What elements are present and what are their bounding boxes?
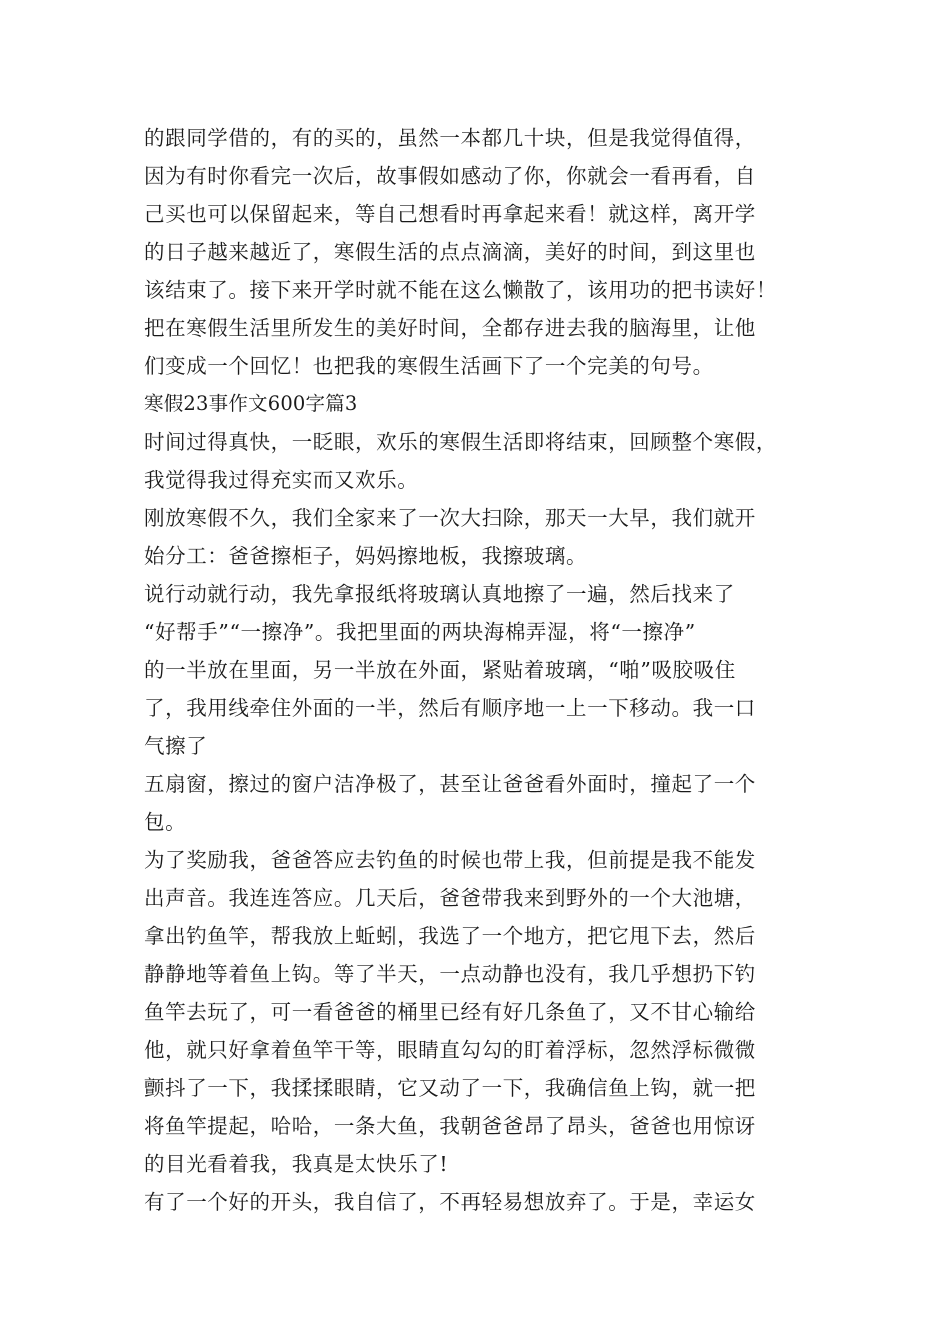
text-line: 拿出钓鱼竿，帮我放上蚯蚓，我选了一个地方，把它甩下去，然后 [144, 924, 756, 948]
text-line: 将鱼竿提起，哈哈，一条大鱼，我朝爸爸昂了昂头，爸爸也用惊讶 [144, 1114, 756, 1138]
text-line: 把在寒假生活里所发生的美好时间，全都存进去我的脑海里，让他 [144, 316, 756, 340]
text-line: 的跟同学借的，有的买的，虽然一本都几十块，但是我觉得值得， [144, 126, 756, 150]
text-line: 他，就只好拿着鱼竿干等，眼睛直勾勾的盯着浮标，忽然浮标微微 [144, 1038, 756, 1062]
text-line: 有了一个好的开头，我自信了，不再轻易想放弃了。于是，幸运女 [144, 1190, 756, 1214]
text-line: 刚放寒假不久，我们全家来了一次大扫除，那天一大早，我们就开 [144, 506, 756, 530]
text-line: 时间过得真快，一眨眼，欢乐的寒假生活即将结束，回顾整个寒假， [144, 430, 777, 454]
text-line: 五扇窗，擦过的窗户洁净极了，甚至让爸爸看外面时，撞起了一个 [144, 772, 756, 796]
text-line: 气擦了 [144, 734, 208, 758]
text-line: 我觉得我过得充实而又欢乐。 [144, 468, 419, 492]
text-line: 包。 [144, 810, 187, 834]
text-line: 该结束了。接下来开学时就不能在这么懒散了，该用功的把书读好！ [144, 278, 777, 302]
text-line: 的日子越来越近了，寒假生活的点点滴滴，美好的时间，到这里也 [144, 240, 756, 264]
document-body [144, 119, 844, 1221]
text-line: 出声音。我连连答应。几天后，爸爸带我来到野外的一个大池塘， [144, 886, 756, 910]
text-line: 静静地等着鱼上钩。等了半天，一点动静也没有，我几乎想扔下钓 [144, 962, 756, 986]
text-line: “好帮手”“一擦净”。我把里面的两块海棉弄湿，将“一擦净” [144, 620, 696, 644]
text-line: 说行动就行动，我先拿报纸将玻璃认真地擦了一遍，然后找来了 [144, 582, 735, 606]
text-line: 为了奖励我，爸爸答应去钓鱼的时候也带上我，但前提是我不能发 [144, 848, 756, 872]
text-line: 始分工：爸爸擦柜子，妈妈擦地板，我擦玻璃。 [144, 544, 588, 568]
text-line: 了，我用线牵住外面的一半，然后有顺序地一上一下移动。我一口 [144, 696, 756, 720]
section-heading: 寒假23事作文600字篇3 [144, 392, 358, 415]
text-line: 们变成一个回忆！也把我的寒假生活画下了一个完美的句号。 [144, 354, 714, 378]
text-line: 己买也可以保留起来，等自己想看时再拿起来看！就这样，离开学 [144, 202, 756, 226]
text-line: 颤抖了一下，我揉揉眼睛，它又动了一下，我确信鱼上钩，就一把 [144, 1076, 756, 1100]
text-line: 鱼竿去玩了，可一看爸爸的桶里已经有好几条鱼了，又不甘心输给 [144, 1000, 756, 1024]
text-line: 的目光看着我，我真是太快乐了! [144, 1152, 449, 1176]
text-line: 的一半放在里面，另一半放在外面，紧贴着玻璃，“啪”吸胶吸住 [144, 658, 736, 682]
text-line: 因为有时你看完一次后，故事假如感动了你，你就会一看再看，自 [144, 164, 756, 188]
